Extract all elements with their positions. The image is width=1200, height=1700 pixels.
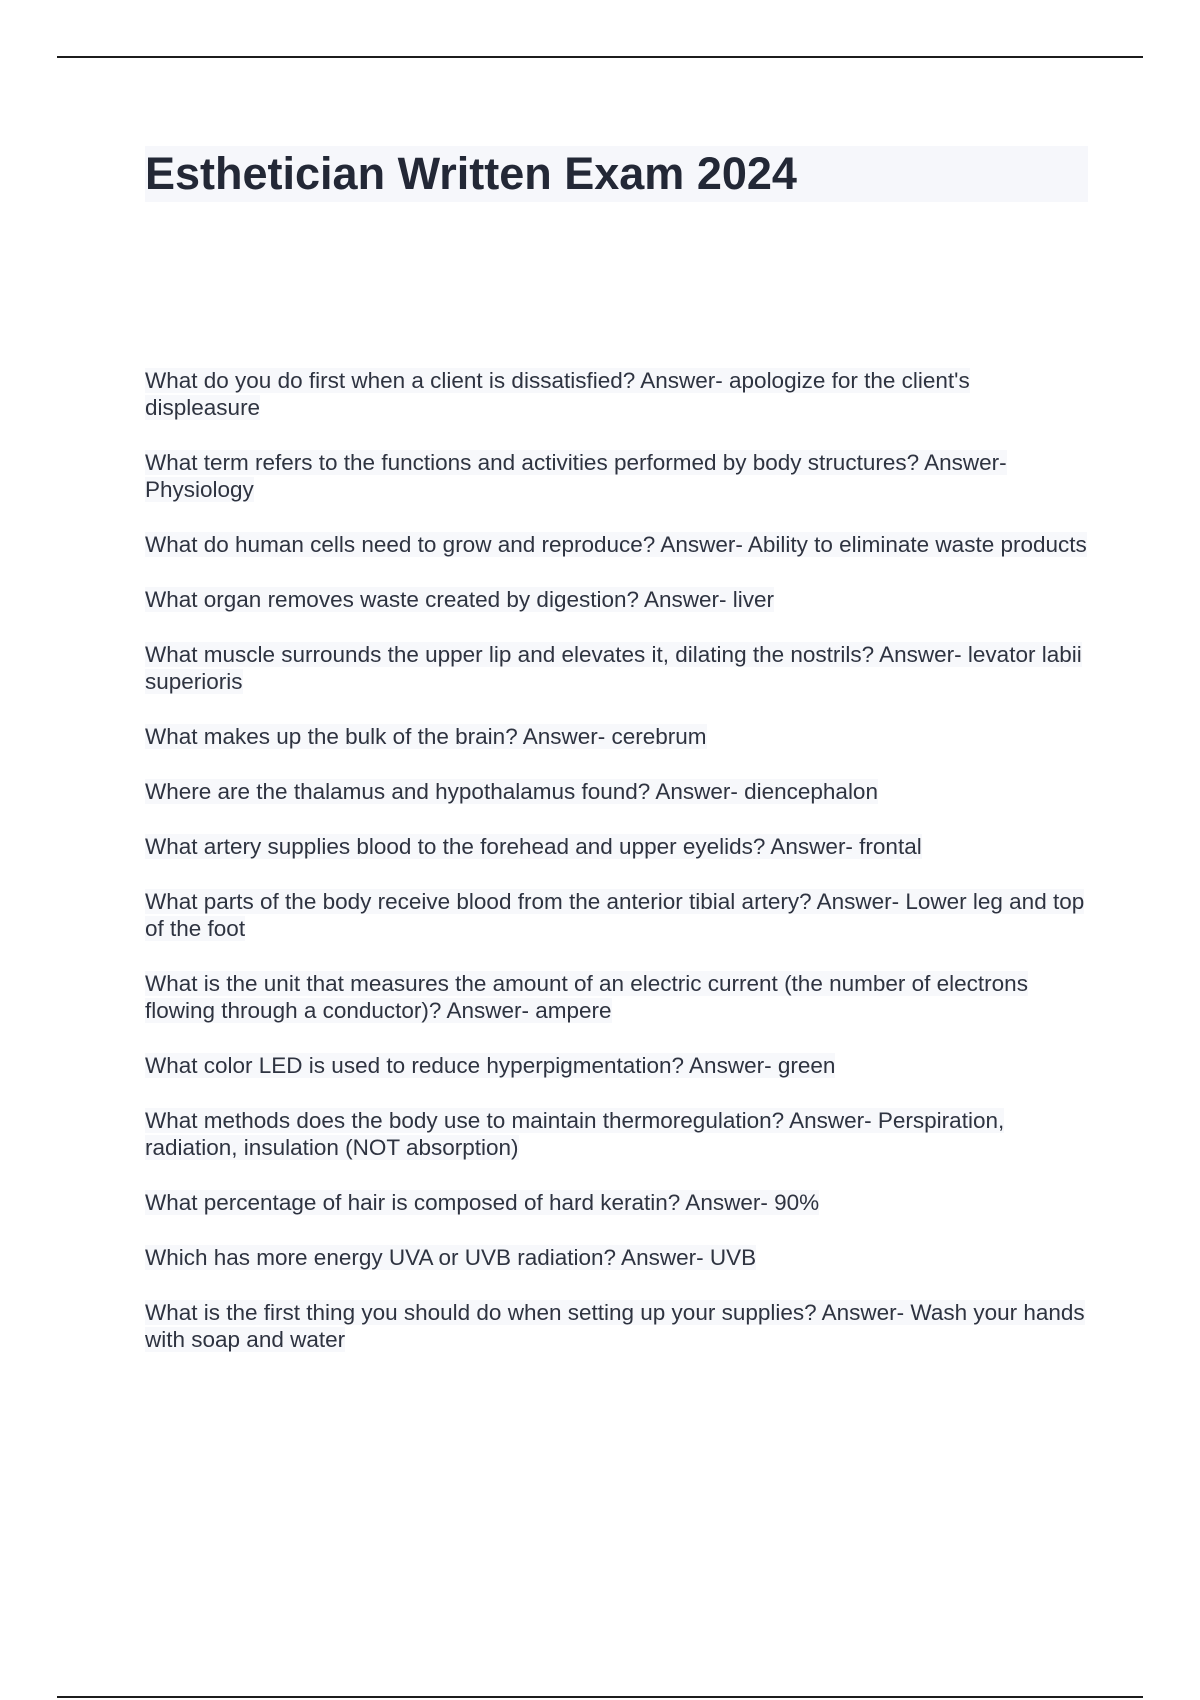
qa-list xyxy=(145,367,1088,1381)
qa-item xyxy=(145,1107,1088,1161)
qa-item xyxy=(145,723,1088,750)
qa-item xyxy=(145,367,1088,421)
qa-text: What artery supplies blood to the forehead and upper eyelids? Answer- frontal xyxy=(145,834,922,859)
qa-text: What term refers to the functions and activities performed by body structures? Answer- Physiology xyxy=(145,450,1007,502)
qa-text: What do you do first when a client is dissatisfied? Answer- apologize for the client's displeasure xyxy=(145,368,970,420)
qa-item xyxy=(145,833,1088,860)
qa-text: What organ removes waste created by digestion? Answer- liver xyxy=(145,587,775,612)
qa-text: What color LED is used to reduce hyperpigmentation? Answer- green xyxy=(145,1053,836,1078)
title-block xyxy=(145,146,1088,202)
qa-text: Which has more energy UVA or UVB radiation? Answer- UVB xyxy=(145,1245,757,1270)
qa-item xyxy=(145,586,1088,613)
qa-item xyxy=(145,1052,1088,1079)
page-top-rule xyxy=(57,56,1143,58)
qa-item xyxy=(145,531,1088,558)
qa-text: What methods does the body use to maintain thermoregulation? Answer- Perspiration, radiation, insulation (NOT absorption) xyxy=(145,1108,1005,1160)
qa-text: What is the unit that measures the amount of an electric current (the number of electrons flowing through a conductor)? Answer- ampere xyxy=(145,971,1028,1023)
qa-text: What percentage of hair is composed of hard keratin? Answer- 90% xyxy=(145,1190,820,1215)
qa-text: What do human cells need to grow and reproduce? Answer- Ability to eliminate waste products xyxy=(145,532,1087,557)
qa-item xyxy=(145,449,1088,503)
qa-item xyxy=(145,1189,1088,1216)
page-bottom-rule xyxy=(57,1696,1143,1698)
qa-item xyxy=(145,778,1088,805)
qa-text: What parts of the body receive blood from the anterior tibial artery? Answer- Lower leg and top of the foot xyxy=(145,889,1085,941)
page-title: Esthetician Written Exam 2024 xyxy=(145,148,797,199)
qa-item xyxy=(145,1299,1088,1353)
qa-text: What is the first thing you should do when setting up your supplies? Answer- Wash your hands with soap and water xyxy=(145,1300,1085,1352)
qa-text: What makes up the bulk of the brain? Answer- cerebrum xyxy=(145,724,707,749)
qa-item xyxy=(145,641,1088,695)
qa-item xyxy=(145,1244,1088,1271)
qa-item xyxy=(145,970,1088,1024)
qa-text: Where are the thalamus and hypothalamus found? Answer- diencephalon xyxy=(145,779,878,804)
qa-text: What muscle surrounds the upper lip and elevates it, dilating the nostrils? Answer- levator labii superioris xyxy=(145,642,1082,694)
qa-item xyxy=(145,888,1088,942)
